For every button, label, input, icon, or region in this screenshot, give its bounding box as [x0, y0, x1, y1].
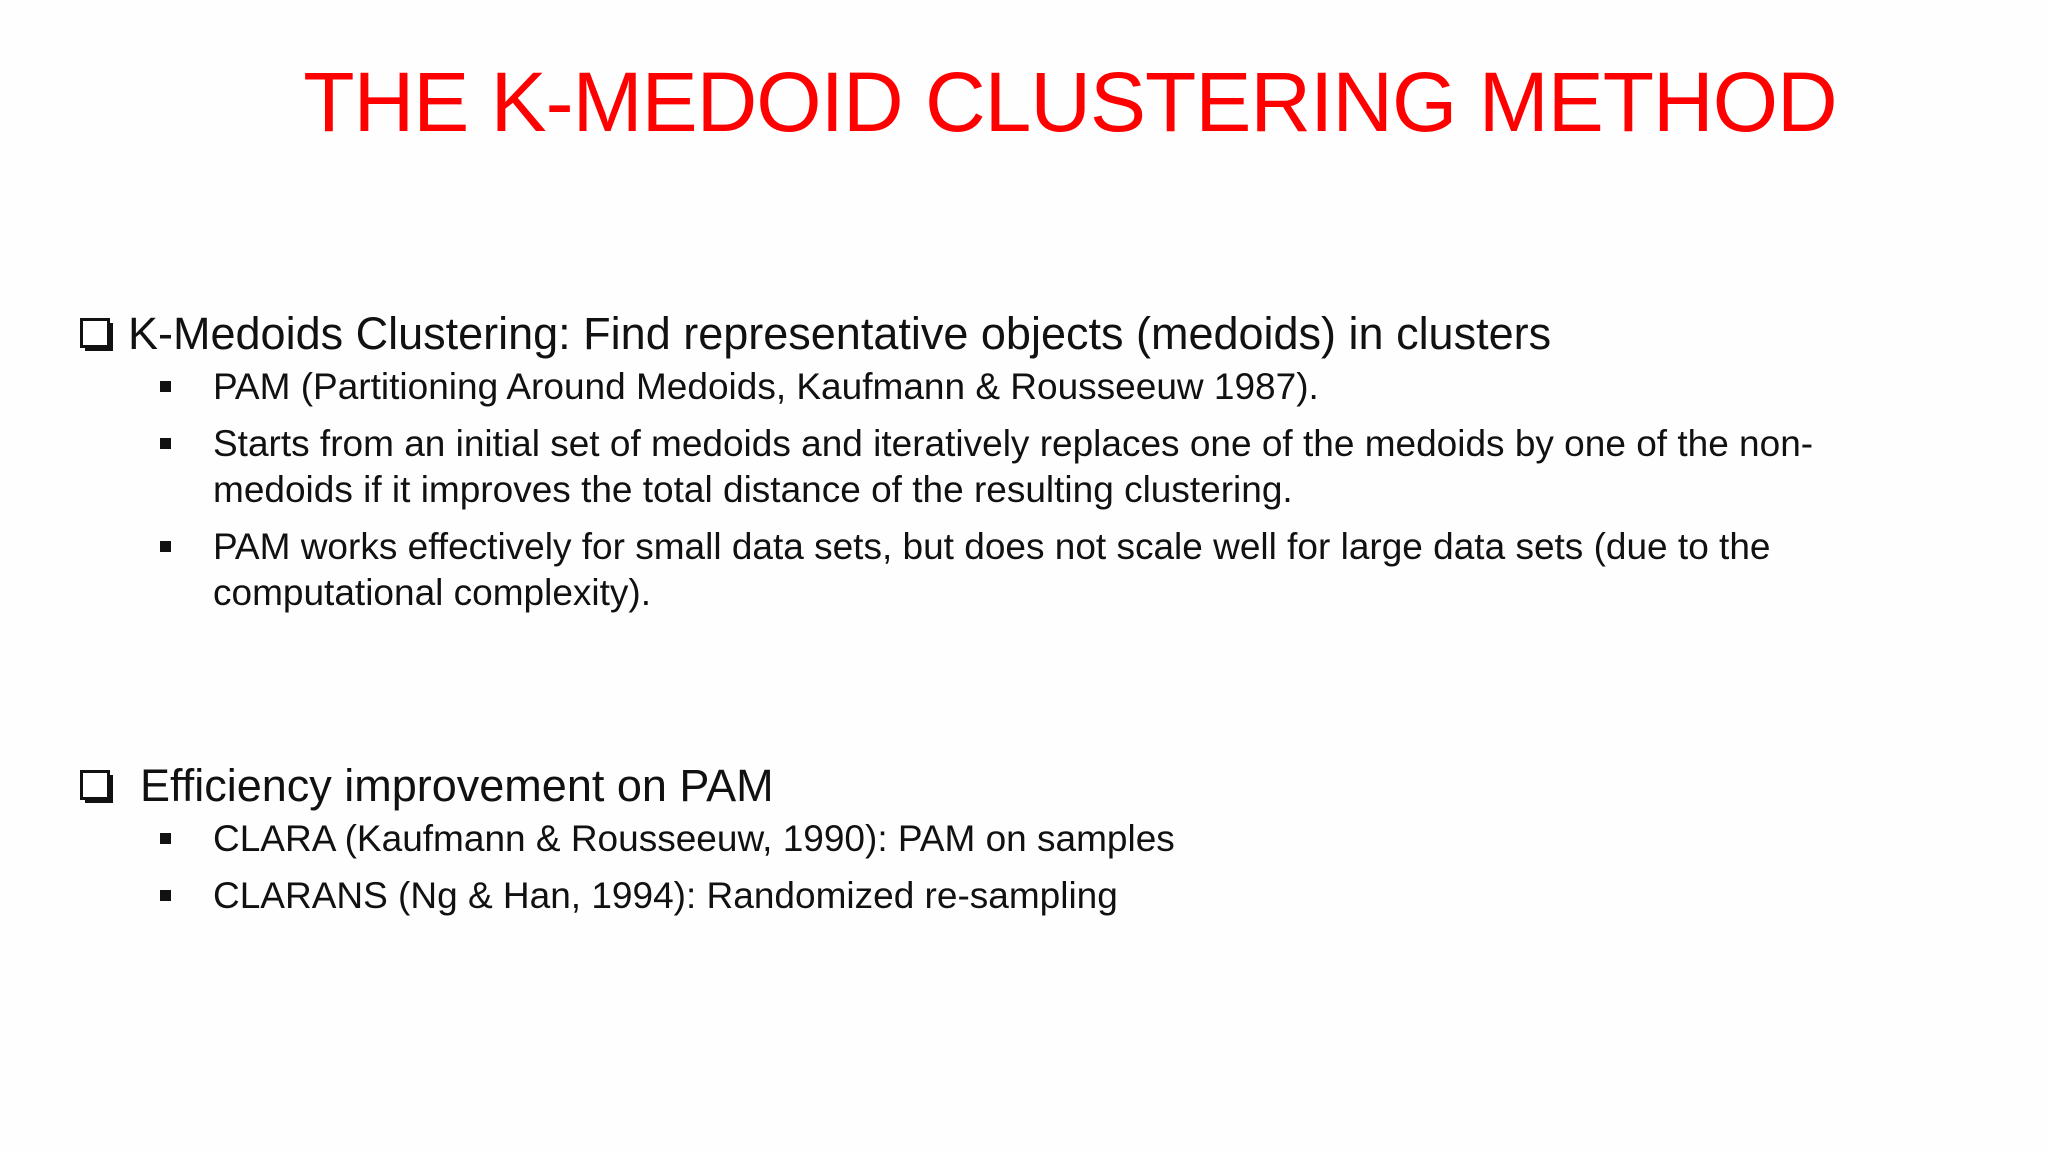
slide-title: THE K-MEDOID CLUSTERING METHOD [303, 55, 1837, 149]
list-item [80, 816, 2010, 862]
list-item-text: PAM works effectively for small data sets, but does not scale well for large data sets (due to the computational complexity). [213, 526, 1771, 613]
square-bullet-icon [160, 833, 171, 844]
checkbox-bullet-icon [80, 770, 110, 800]
section-k-medoids [80, 306, 2010, 627]
list-item-text: Starts from an initial set of medoids and iteratively replaces one of the medoids by one of the non-medoids if it improves the total distance of the resulting clustering. [213, 423, 1814, 510]
list-item-text: CLARANS (Ng & Han, 1994): Randomized re-sampling [213, 875, 1118, 916]
list-item [80, 524, 2010, 616]
bullet-list [80, 816, 2010, 919]
square-bullet-icon [160, 438, 171, 449]
section-heading: Efficiency improvement on PAM [140, 760, 774, 811]
list-item-text: CLARA (Kaufmann & Rousseeuw, 1990): PAM on samples [213, 818, 1175, 859]
section-heading: K-Medoids Clustering: Find representative objects (medoids) in clusters [128, 308, 1552, 359]
section-heading-row [80, 758, 2010, 814]
list-item [80, 873, 2010, 919]
list-item [80, 364, 2010, 410]
list-item [80, 421, 2010, 513]
square-bullet-icon [160, 381, 171, 392]
square-bullet-icon [160, 890, 171, 901]
square-bullet-icon [160, 541, 171, 552]
bullet-list [80, 364, 2010, 616]
section-heading-row [80, 306, 2010, 362]
checkbox-bullet-icon [80, 318, 110, 348]
list-item-text: PAM (Partitioning Around Medoids, Kaufmann & Rousseeuw 1987). [213, 366, 1319, 407]
section-efficiency [80, 758, 2010, 930]
